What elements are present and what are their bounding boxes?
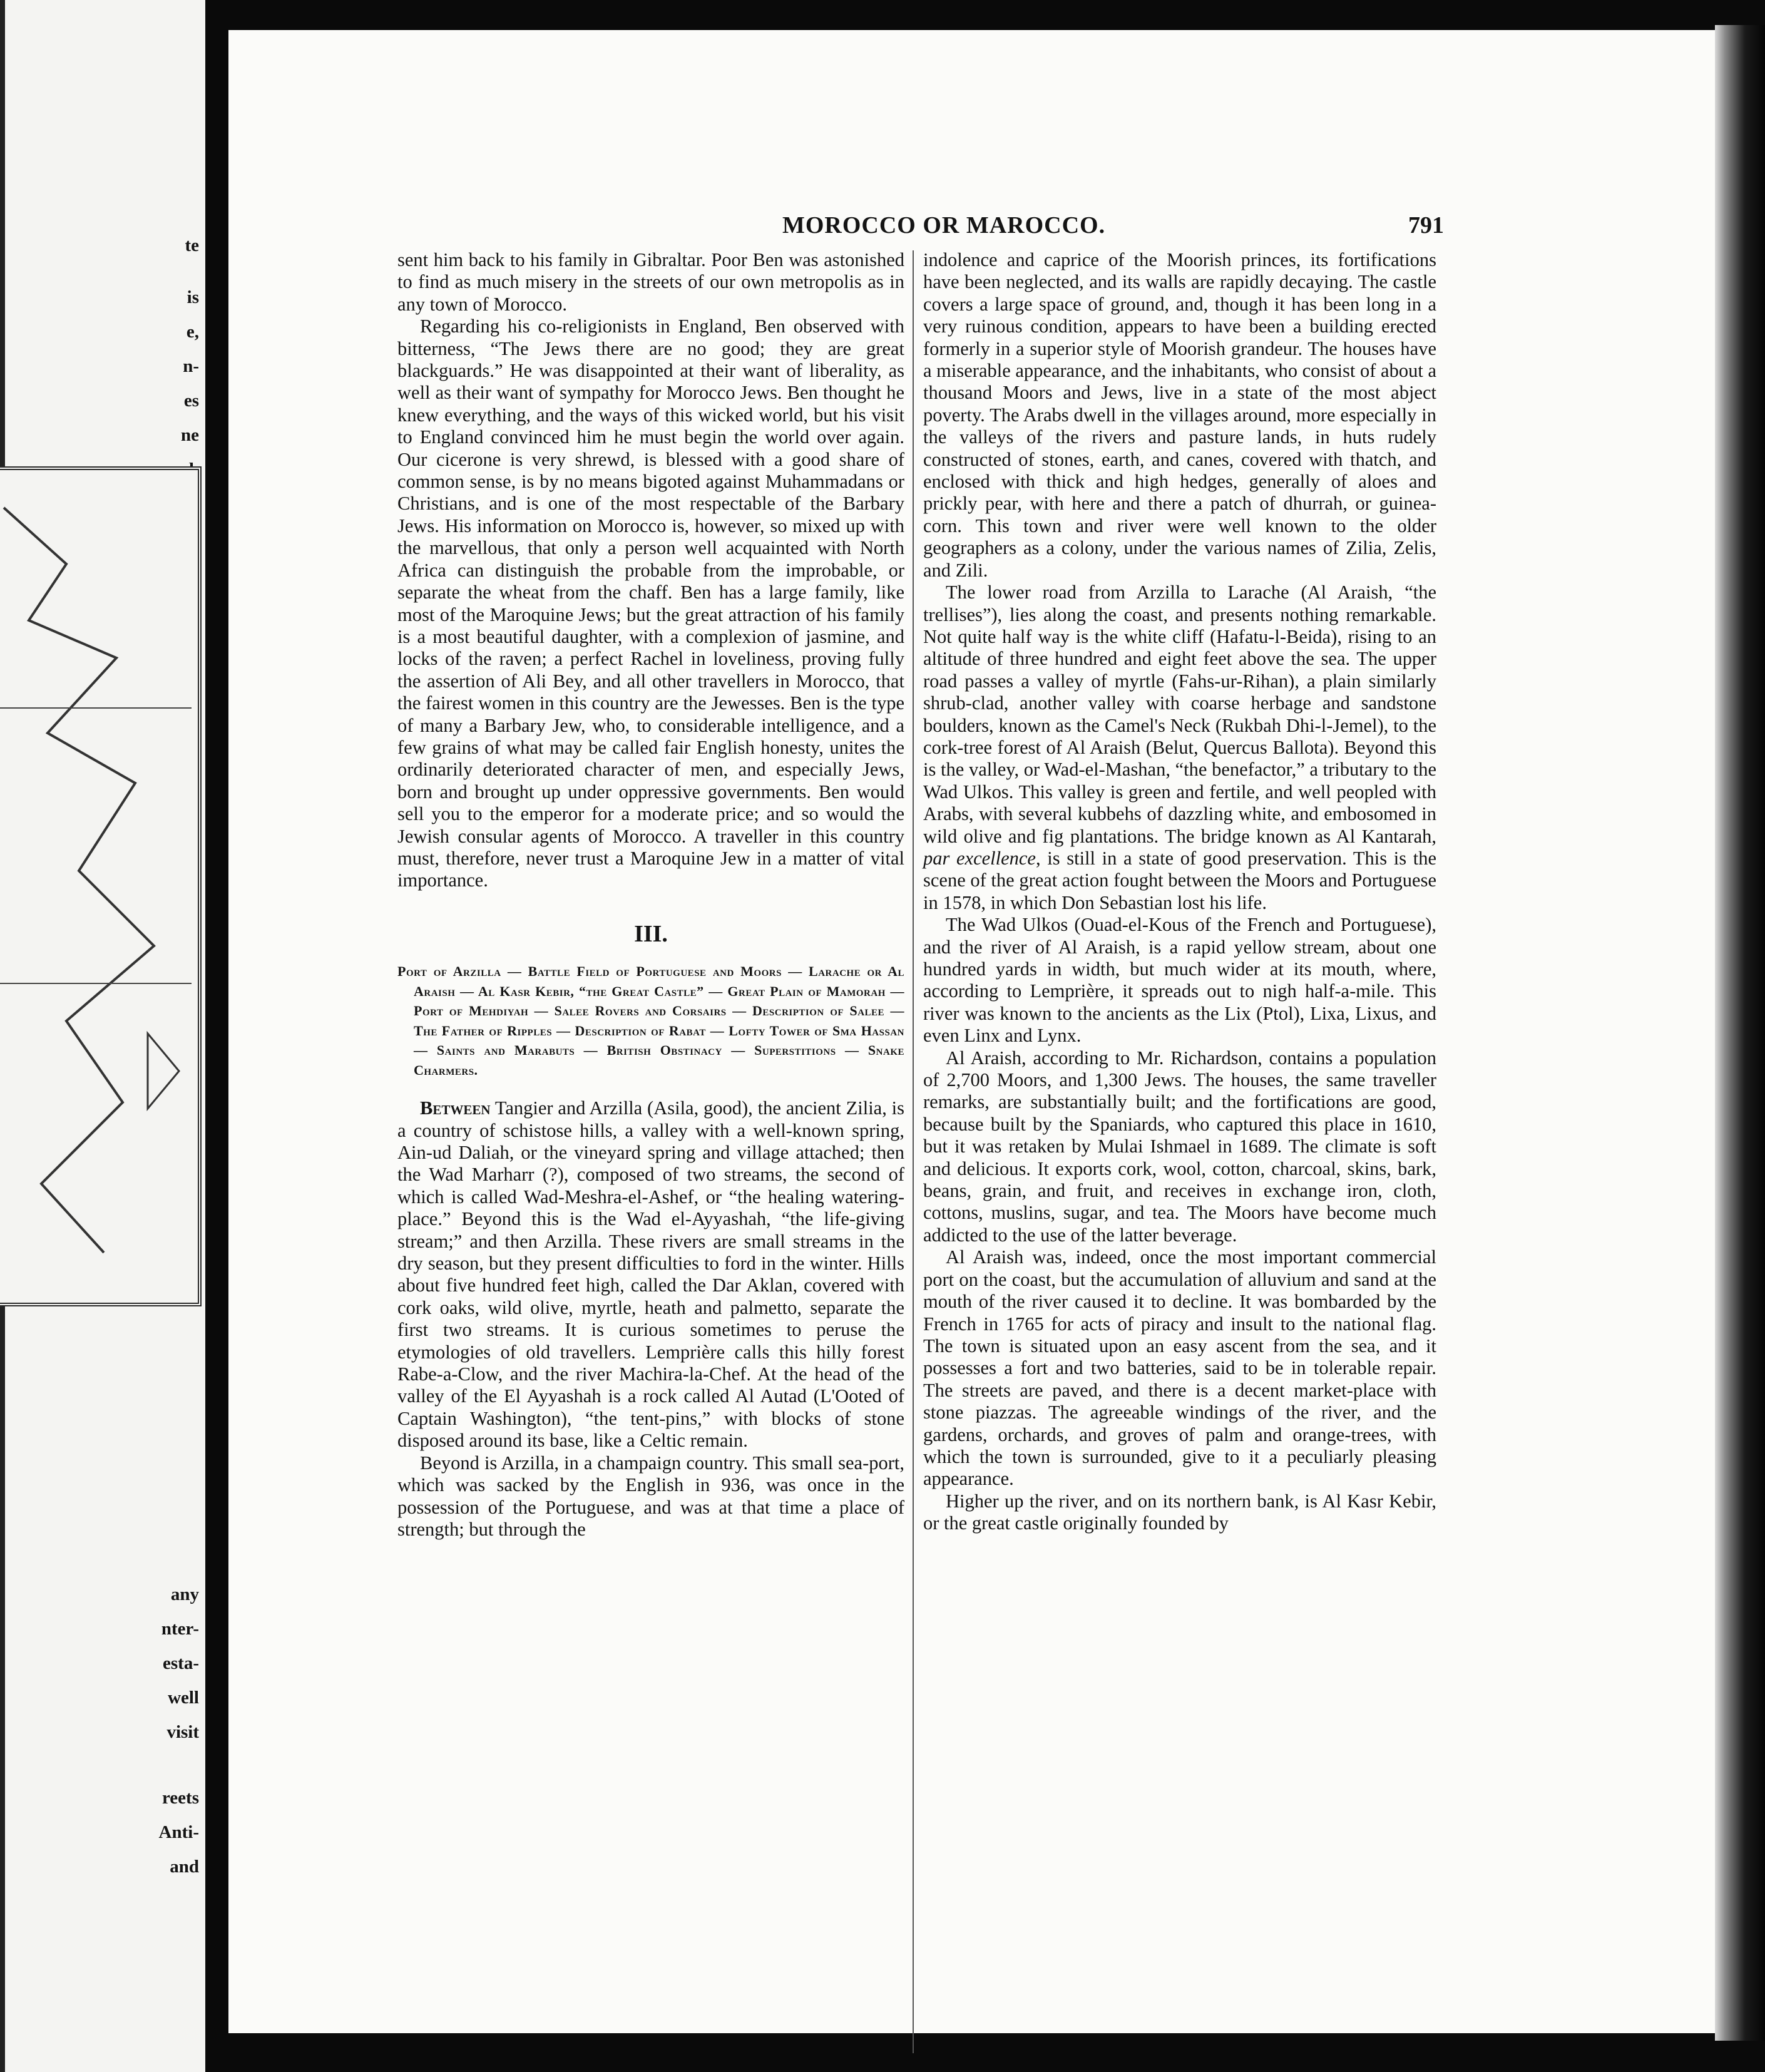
- lead-word: Between: [420, 1097, 491, 1119]
- left-fragment-line: any: [170, 1584, 199, 1604]
- paragraph-continued: sent him back to his family in Gibraltar. Poor Ben was astonished to find as much misery in the streets of our own metropolis as in any town of Morocco.: [397, 249, 904, 315]
- page-stack-edge: [1715, 25, 1765, 2041]
- left-page-fragment: [0, 0, 205, 2072]
- left-fragment-line: n-: [183, 356, 199, 376]
- paragraph: Beyond is Arzilla, in a champaign country. This small sea-port, which was sacked by the English in 936, was once in the possession of the Portuguese, and was at that time a place of strength; but through the: [397, 1452, 904, 1540]
- left-fragment-line: e,: [186, 322, 199, 342]
- left-fragment-line: and: [170, 1857, 199, 1877]
- left-fragment-line: nter-: [161, 1619, 199, 1639]
- paragraph: Higher up the river, and on its northern bank, is Al Kasr Kebir, or the great castle originally founded by: [923, 1490, 1436, 1534]
- paragraph: Al Araish, according to Mr. Richardson, contains a population of 2,700 Moors, and 1,300 Jews. The houses, the same traveller remarks, are substantially built; and the fortifications are good, because built by the Spaniards, who captured this place in 1610, but it was retaken by Mulai Ishmael in 1689. The climate is soft and delicious. It exports cork, wool, cotton, charcoal, skins, bark, beans, grain, and fruit, and receives in exchange iron, cloth, cottons, muslins, sugar, and tea. The Moors have become much addicted to the use of the latter beverage.: [923, 1047, 1436, 1246]
- left-page-text-bottom: [159, 1577, 199, 1884]
- paragraph-text: Tangier and Arzilla (Asila, good), the ancient Zilia, is a country of schistose hills, a valley with a well-known spring, Ain-ud Daliah, or the vineyard spring and village attached; then the Wad Marharr (?), composed of two streams, the second of which is called Wad-Meshra-el-Ashef, or “the healing watering-place.” Beyond this is the Wad el-Ayyashah, “the life-giving stream;” and then Arzilla. These rivers are small streams in the dry season, but they present difficulties to ford in the winter. Hills about five hundred feet high, called the Dar Aklan, covered with cork oaks, wild olive, myrtle, heath and palmetto, separate the first two streams. It is curious sometimes to peruse the etymologies of old travellers. Lemprière calls this hilly forest Rabe-a-Clow, and the river Machira-la-Chef. At the head of the valley of the El Ayyashah is a rock called Al Autad (L'Ooted of Captain Washington), “the tent-pins,” with blocks of stone disposed around its base, like a Celtic remain.: [397, 1097, 904, 1452]
- column-divider: [913, 250, 914, 2053]
- left-fragment-line: is: [187, 287, 199, 307]
- left-fragment-line: te: [185, 235, 199, 255]
- map-illustration-edge: [0, 466, 202, 1306]
- section-summary: Port of Arzilla — Battle Field of Portuguese and Moors — Larache or Al Araish — Al Kasr Kebir, “the Great Castle” — Great Plain of Mamorah — Port of Mehdiyah — Salee Rovers and Corsairs — Description of Salee — The Father of Ripples — Description of Rabat — Lofty Tower of Sma Hassan — Saints and Marabuts — British Obstinacy — Superstitions — Snake Charmers.: [397, 963, 904, 1078]
- left-fragment-line: ne: [181, 425, 199, 445]
- running-title: MOROCCO OR MAROCCO.: [782, 212, 1106, 238]
- left-fragment-line: Anti-: [158, 1822, 199, 1842]
- left-fragment-line: esta-: [163, 1653, 199, 1673]
- left-fragment-line: es: [183, 391, 199, 411]
- italic-phrase: par excellence: [923, 847, 1036, 869]
- paragraph: The Wad Ulkos (Ouad-el-Kous of the French and Portuguese), and the river of Al Araish, is a rapid yellow stream, about one hundred yards in width, but much wider at its mouth, where, according to Lemprière, it spreads out to nigh half-a-mile. This river was known to the ancients as the Lix (Ptol), Lixa, Lixus, and even Linx and Lynx.: [923, 914, 1436, 1047]
- paragraph: [397, 1097, 904, 1452]
- page-number: 791: [1408, 212, 1444, 238]
- paragraph-text: The lower road from Arzilla to Larache (Al Araish, “the trellises”), lies along the coast, and presents nothing remarkable. Not quite half way is the white cliff (Hafatu-l-Beida), rising to an altitude of three hundred and eight feet above the sea. The upper road passes a valley of myrtle (Fahs-ur-Rihan), a plain similarly shrub-clad, another valley with coarse herbage and sandstone boulders, known as the Camel's Neck (Rukbah Dhi-l-Jemel), to the cork-tree forest of Al Araish (Belut, Quercus Ballota). Beyond this is the valley, or Wad-el-Mashan, “the benefactor,” a tributary to the Wad Ulkos. This valley is green and fertile, and well peopled with Arabs, with several kubbehs of dazzling white, and embosomed in wild olive and fig plantations. The bridge known as Al Kantarah,: [923, 582, 1436, 847]
- map-lines: [0, 470, 198, 1303]
- right-column: [923, 249, 1436, 1535]
- left-fragment-gap: [181, 263, 199, 280]
- paragraph: Al Araish was, indeed, once the most important commercial port on the coast, but the accumulation of alluvium and sand at the mouth of the river caused it to decline. It was bombarded by the French in 1765 for acts of piracy and insult to the national flag. The town is situated upon an easy ascent from the sea, and it possesses a fort and two batteries, said to be in tolerable repair. The streets are paved, and there is a decent market-place with stone piazzas. The agreeable windings of the river, and the gardens, orchards, and groves of palm and orange-trees, with which the town is surrounded, give to it a peculiarly pleasing appearance.: [923, 1246, 1436, 1490]
- paragraph: [923, 582, 1436, 914]
- left-column: [397, 249, 904, 1541]
- left-fragment-line: visit: [166, 1722, 199, 1742]
- paragraph: Regarding his co-religionists in England, Ben observed with bitterness, “The Jews there are no good; they are great blackguards.” He was disappointed at their want of liberality, as well as their want of sympathy for Morocco Jews. Ben thought he knew everything, and the ways of this wicked world, but his visit to England convinced him he must begin the world over again. Our cicerone is very shrewd, is blessed with a good share of common sense, is by no means bigoted against Muhammadans or Christians, and is one of the most respectable of the Barbary Jews. His information on Morocco is, however, so mixed up with the marvellous, that only a person well acquainted with North Africa can distinguish the probable from the improbable, or separate the wheat from the chaff. Ben has a large family, like most of the Maroquine Jews; but the great attraction of his family is a most beautiful daughter, with a complexion of jasmine, and locks of the raven; a perfect Rachel in loveliness, proving fully the assertion of Ali Bey, and all other travellers in Morocco, that the fairest women in this country are the Jewesses. Ben is the type of many a Barbary Jew, who, to considerable intelligence, and a few grains of what may be called fair English honesty, unites the ordinarily deteriorated character of men, and especially Jews, born and brought up under oppressive governments. Ben would sell you to the emperor for a moderate price; and so would the Jewish consular agents of Morocco. A traveller in this country must, therefore, never trust a Maroquine Jew in a matter of vital importance.: [397, 315, 904, 891]
- paragraph-text: , is still in a state of good preservation. This is the scene of the great action fought between the Moors and Portuguese in 1578, in which Don Sebastian lost his life.: [923, 847, 1436, 913]
- left-fragment-line: well: [168, 1688, 199, 1708]
- paragraph-continued: indolence and caprice of the Moorish princes, its fortifications have been neglected, and its walls are rapidly decaying. The castle covers a large space of ground, and, though it has been long in a very ruinous condition, appears to have been a building erected formerly in a superior style of Moorish grandeur. The houses have a miserable appearance, and the inhabitants, who consist of about a thousand Moors and Jews, live in a state of the most abject poverty. The Arabs dwell in the villages around, more especially in the valleys of the rivers and pasture lands, in huts rudely constructed of stones, earth, and canes, covered with thatch, and enclosed with thick and high hedges, generally of aloes and prickly pear, with here and there a patch of dhurrah, or guinea-corn. This town and river were well known to the older geographers as a colony, under the various names of Zilia, Zelis, and Zili.: [923, 249, 1436, 581]
- left-fragment-line: reets: [161, 1788, 199, 1808]
- left-fragment-gap: [159, 1750, 199, 1781]
- section-number: III.: [634, 920, 668, 947]
